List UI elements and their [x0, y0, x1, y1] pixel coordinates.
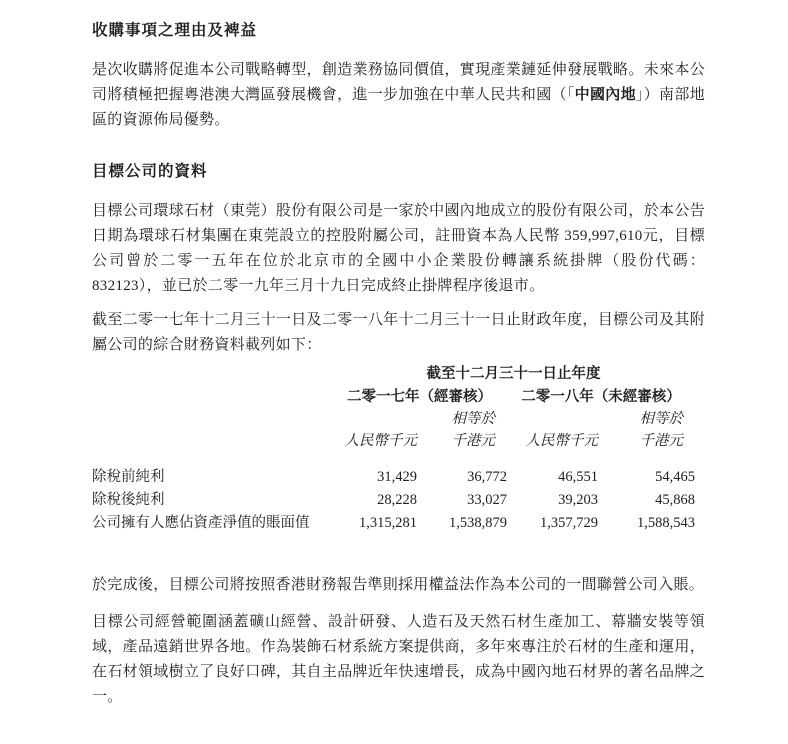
row-label: 公司擁有人應佔資產淨值的賬面值 [92, 515, 310, 531]
value-cell: 45,868 [655, 492, 695, 508]
year-2018-header-cell: 二零一八年（未經審核） [521, 389, 681, 405]
value-cell: 1,588,543 [637, 515, 695, 531]
value-cell: 1,538,879 [449, 515, 507, 531]
year-2017-header-cell: 二零一七年（經審核） [347, 389, 492, 405]
text-run-benefits-pre: 是次收購將促進本公司戰略轉型，創造業務協同價值，實現產業鏈延伸發展戰略。未來本公司將積極把握粵港澳大灣區發展機會，進一步加強在中華人民共和國（「 [92, 62, 705, 103]
value-cell: 46,551 [558, 469, 598, 485]
consolidated-financials-table [92, 360, 695, 532]
unit-rmb-2018-cell: 人民幣千元 [525, 433, 598, 449]
unit-rmb-2017-cell: 人民幣千元 [344, 433, 417, 449]
empty-cell [507, 406, 598, 428]
period-header-cell: 截至十二月三十一日止年度 [426, 366, 601, 382]
section-heading-acquisition-reasons: 收購事項之理由及裨益 [92, 22, 258, 39]
empty-cell [92, 383, 332, 406]
value-cell: 1,357,729 [540, 515, 598, 531]
value-cell: 36,772 [467, 469, 507, 485]
paragraph-equity-method-accounting: 於完成後，目標公司將按照香港財務報告準則採用權益法作為本公司的一間聯營公司入賬。 [92, 577, 705, 593]
table-row-profit-after-tax [92, 486, 695, 509]
empty-cell [332, 406, 417, 428]
paragraph-financial-info-intro: 截至二零一七年十二月三十一日及二零一八年十二月三十一日止財政年度，目標公司及其附屬公司的綜合財務資料載列如下： [92, 312, 705, 353]
table-row-period-header [92, 360, 695, 383]
equivalent-label-2018-cell: 相等於 [639, 411, 683, 427]
value-cell: 54,465 [655, 469, 695, 485]
empty-cell [92, 360, 332, 383]
value-cell: 31,429 [377, 469, 417, 485]
text-run-benefits-post: 」）南部地區的資源佈局優勢。 [92, 87, 705, 128]
equivalent-label-2017-cell: 相等於 [451, 411, 495, 427]
table-row-profit-before-tax [92, 450, 695, 486]
paragraph-acquisition-benefits [92, 58, 705, 133]
table-row-unit-headers [92, 428, 695, 450]
empty-cell [92, 406, 332, 428]
value-cell: 1,315,281 [359, 515, 417, 531]
section-heading-target-company-info: 目標公司的資料 [92, 163, 208, 180]
defined-term-china-mainland: 中國內地 [574, 87, 636, 103]
table-row-year-headers [92, 383, 695, 406]
unit-hkd-2018-cell: 千港元 [639, 433, 683, 449]
row-label: 除稅後純利 [92, 492, 165, 508]
row-label: 除稅前純利 [92, 469, 165, 485]
table-row-equivalent-labels [92, 406, 695, 428]
unit-hkd-2017-cell: 千港元 [451, 433, 495, 449]
paragraph-target-company-description: 目標公司環球石材（東莞）股份有限公司是一家於中國內地成立的股份有限公司，於本公告日期為環球石材集團在東莞設立的控股附屬公司，註冊資本為人民幣 359,997,610元，目標公司曾於二零一五年在位於北京市的全國中小企業股份轉讓系統掛牌（股份代碼：832123），並已於二零一九年三月十九日完成終止掛牌程序後退市。 [92, 203, 705, 294]
value-cell: 28,228 [377, 492, 417, 508]
empty-cell [92, 428, 332, 450]
value-cell: 33,027 [467, 492, 507, 508]
table-row-net-asset-book-value [92, 509, 695, 532]
paragraph-business-scope: 目標公司經營範圍涵蓋礦山經營、設計研發、人造石及天然石材生產加工、幕牆安裝等領域，產品遠銷世界各地。作為裝飾石材系統方案提供商，多年來專注於石材的生產和運用，在石材領域樹立了良好口碑，其自主品牌近年快速增長，成為中國內地石材界的著名品牌之一。 [92, 614, 705, 705]
value-cell: 39,203 [558, 492, 598, 508]
